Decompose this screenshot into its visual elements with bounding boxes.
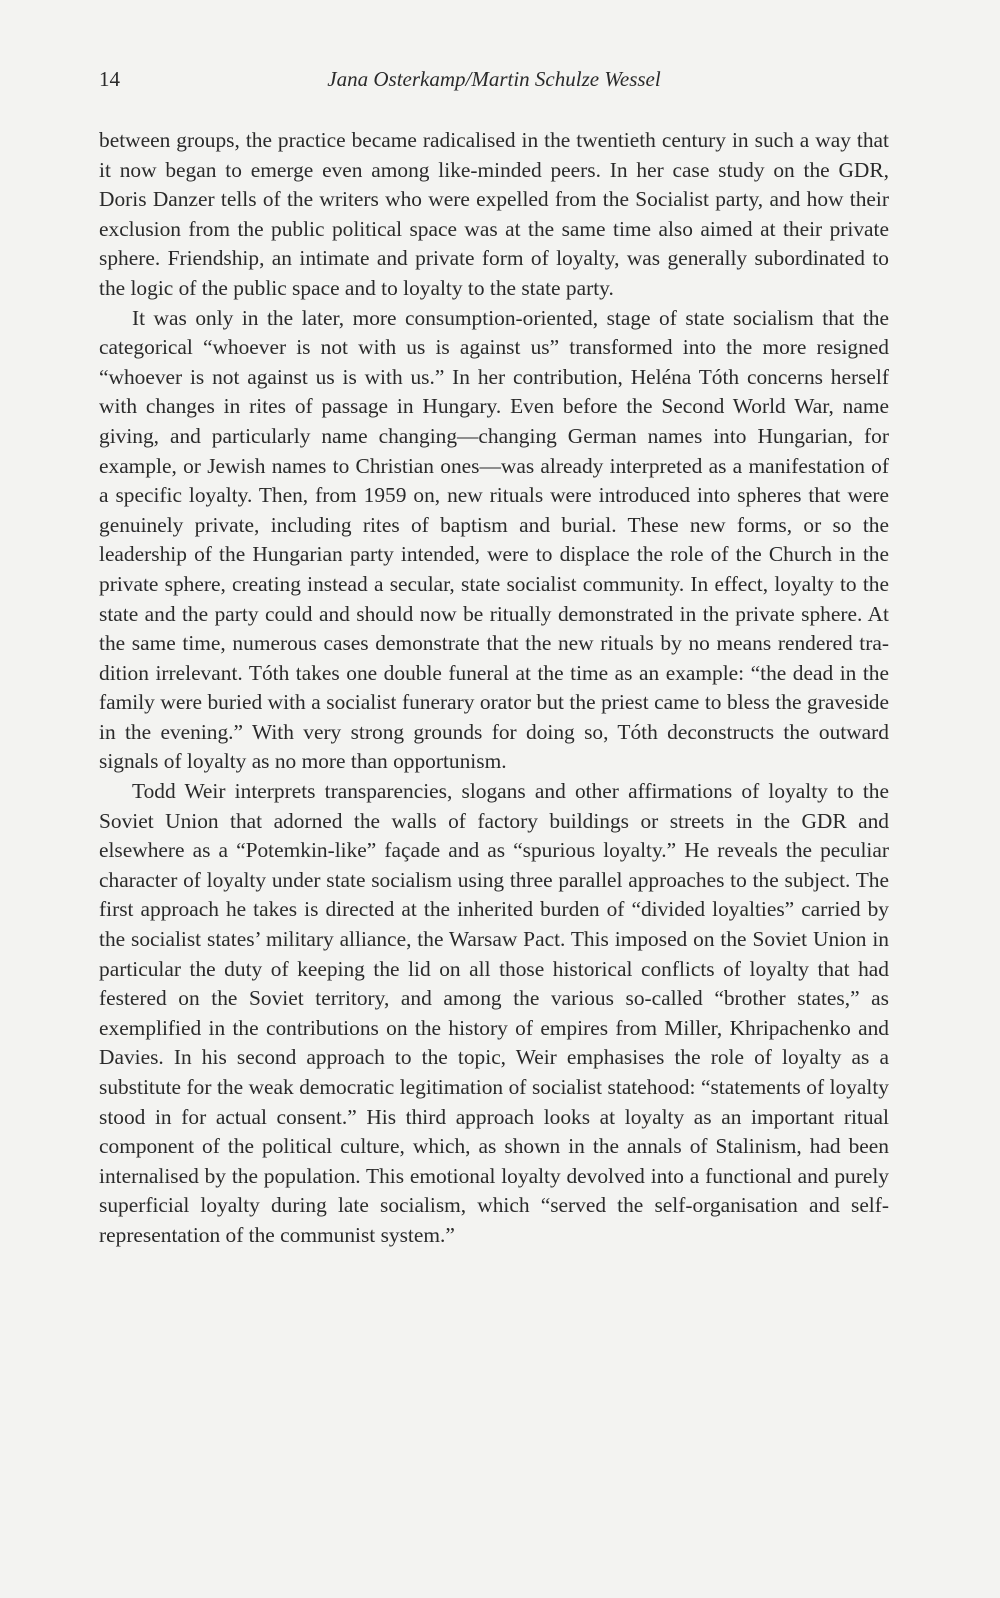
running-title: Jana Osterkamp/Martin Schulze Wessel (327, 67, 661, 91)
paragraph-1: between groups, the practice became radicalised in the twentieth century in such a way that it now began to emerge even among like-minded peers. In her case study on the GDR, Doris Danzer tells of the writers who were expelled from the Socialist party, and how their exclusion from the public political space was at the same time also aimed at their private sphere. Friendship, an intimate and private form of loyalty, was generally subordinated to the logic of the public space and to loyalty to the state party. (99, 128, 889, 300)
running-header (99, 64, 889, 94)
body-text (99, 126, 889, 1251)
paragraph-2: It was only in the later, more consumption-oriented, stage of state socialism that the categorical “whoever is not with us is against us” transformed into the more resigned “whoever is not against us is with us.” In her contribution, Heléna Tóth concerns herself with changes in rites of passage in Hungary. Even before the Second World War, name giving, and particularly name changing—changing German names into Hungarian, for example, or Jewish names to Christian ones—was already interpreted as a manifestation of a specific loyalty. Then, from 1959 on, new rituals were introduced into spheres that were genuinely private, including rites of baptism and burial. These new forms, or so the leadership of the Hungarian party intended, were to displace the role of the Church in the private sphere, creating instead a secular, state socialist community. In effect, loyalty to the state and the party could and should now be ritually demonstrated in the private sphere. At the same time, numerous cases demonstrate that the new rituals by no means rendered tradition irrelevant. Tóth takes one double funeral at the time as an example: “the dead in the family were buried with a socialist funerary orator but the priest came to bless the graveside in the evening.” With very strong grounds for doing so, Tóth deconstructs the outward signals of loyalty as no more than opportunism. (99, 305, 889, 774)
paragraph-3: Todd Weir interprets transparencies, slogans and other affirmations of loyalty to the Soviet Union that adorned the walls of factory buildings or streets in the GDR and elsewhere as a “Potemkin-like” façade and as “spurious loyalty.” He reveals the peculiar character of loyalty under state socialism using three parallel approaches to the subject. The first approach he takes is directed at the inherited burden of “divided loyalties” carried by the socialist states’ military alliance, the Warsaw Pact. This imposed on the Soviet Union in particular the duty of keeping the lid on all those historical conflicts of loyalty that had festered on the Soviet territory, and among the various so-called “brother states,” as exemplified in the contributions on the history of empires from Miller, Khripachenko and Davies. In his second approach to the topic, Weir emphasises the role of loyalty as a substitute for the weak democratic legitimation of socialist statehood: “statements of loyalty stood in for actual consent.” His third approach looks at loyalty as an important ritual component of the political culture, which, as shown in the annals of Stalinism, had been internalised by the population. This emotional loyalty devolved into a functional and purely superficial loyalty during late socialism, which “served the self-organisation and self-representation of the communist system.” (99, 779, 889, 1247)
page-number: 14 (99, 67, 120, 91)
